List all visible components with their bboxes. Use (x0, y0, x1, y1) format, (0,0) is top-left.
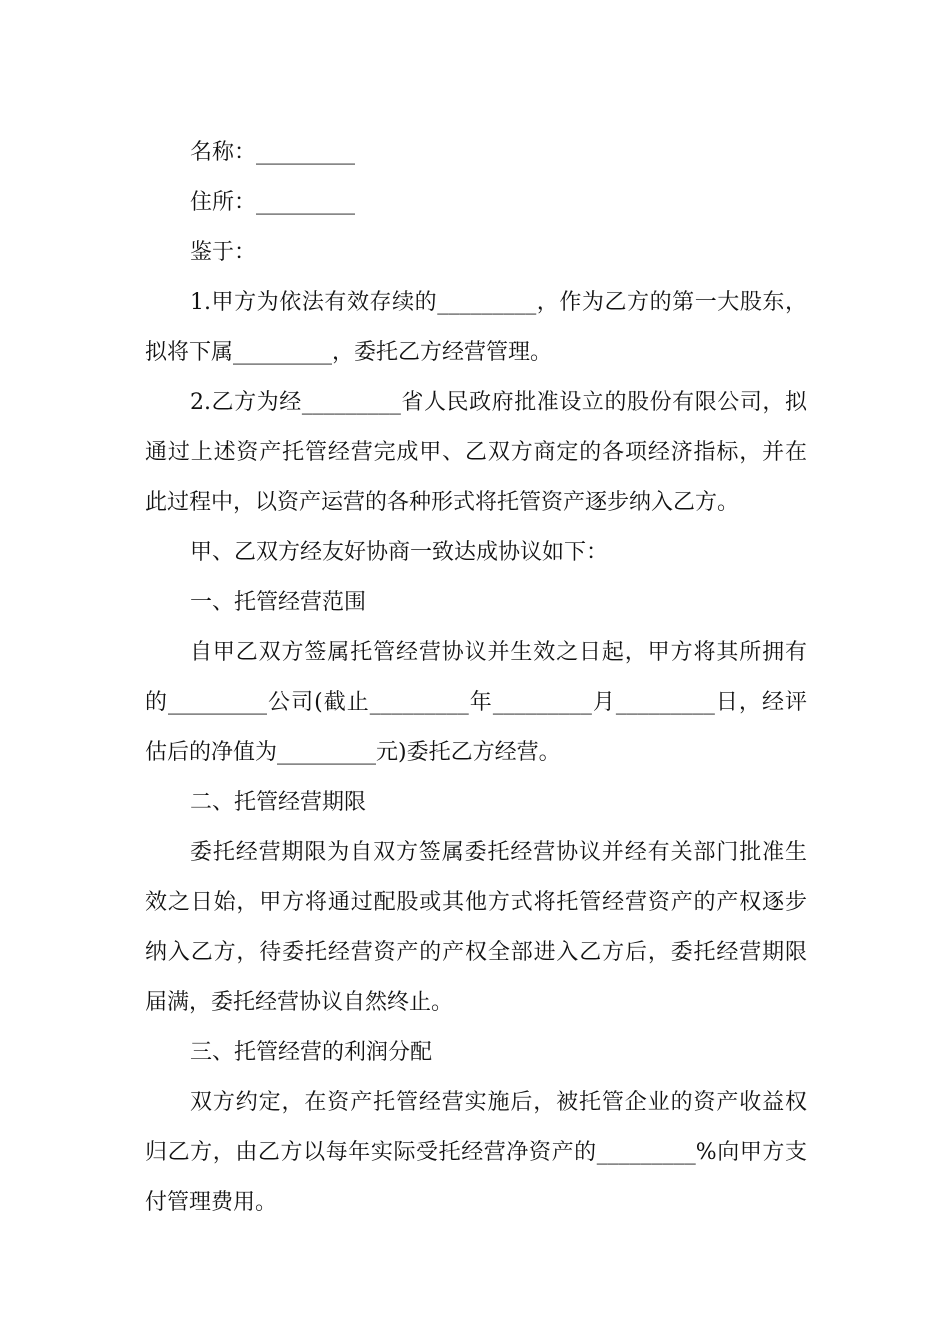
recital-2-line-1: 2.乙方为经_________省人民政府批准设立的股份有限公司，拟 (190, 390, 807, 415)
document-body (145, 128, 807, 1228)
whereas-heading: 鉴于： (190, 240, 257, 265)
name-field-line: 名称：_________ (190, 140, 356, 165)
section-2-line-1: 委托经营期限为自双方签属委托经营协议并经有关部门批准生 (190, 840, 807, 865)
recital-1-line-2: 拟将下属_________，委托乙方经营管理。 (145, 340, 553, 365)
section-1-line-1: 自甲乙双方签属托管经营协议并生效之日起，甲方将其所拥有 (190, 640, 807, 665)
recital-2-line-3: 此过程中，以资产运营的各种形式将托管资产逐步纳入乙方。 (145, 490, 740, 515)
section-1-line-3: 估后的净值为_________元)委托乙方经营。 (145, 740, 561, 765)
section-2-line-3: 纳入乙方，待委托经营资产的产权全部进入乙方后，委托经营期限 (145, 940, 807, 965)
section-3-line-3: 付管理费用。 (145, 1190, 278, 1215)
section-2-heading: 二、托管经营期限 (190, 790, 367, 815)
section-3-line-2: 归乙方，由乙方以每年实际受托经营净资产的_________%向甲方支 (145, 1140, 807, 1165)
section-3-line-1: 双方约定，在资产托管经营实施后，被托管企业的资产收益权 (190, 1090, 807, 1115)
section-2-line-2: 效之日始，甲方将通过配股或其他方式将托管经营资产的产权逐步 (145, 890, 807, 915)
agreement-intro: 甲、乙双方经友好协商一致达成协议如下： (190, 540, 609, 565)
recital-1-line-1: 1.甲方为依法有效存续的_________，作为乙方的第一大股东， (190, 290, 807, 315)
section-3-heading: 三、托管经营的利润分配 (190, 1040, 433, 1065)
recital-2-line-2: 通过上述资产托管经营完成甲、乙双方商定的各项经济指标，并在 (145, 440, 807, 465)
section-1-heading: 一、托管经营范围 (190, 590, 367, 615)
section-1-line-2: 的_________公司(截止_________年_________月_________日，经评 (145, 690, 807, 715)
section-2-line-4: 届满，委托经营协议自然终止。 (145, 990, 454, 1015)
address-field-line: 住所：_________ (190, 190, 356, 215)
